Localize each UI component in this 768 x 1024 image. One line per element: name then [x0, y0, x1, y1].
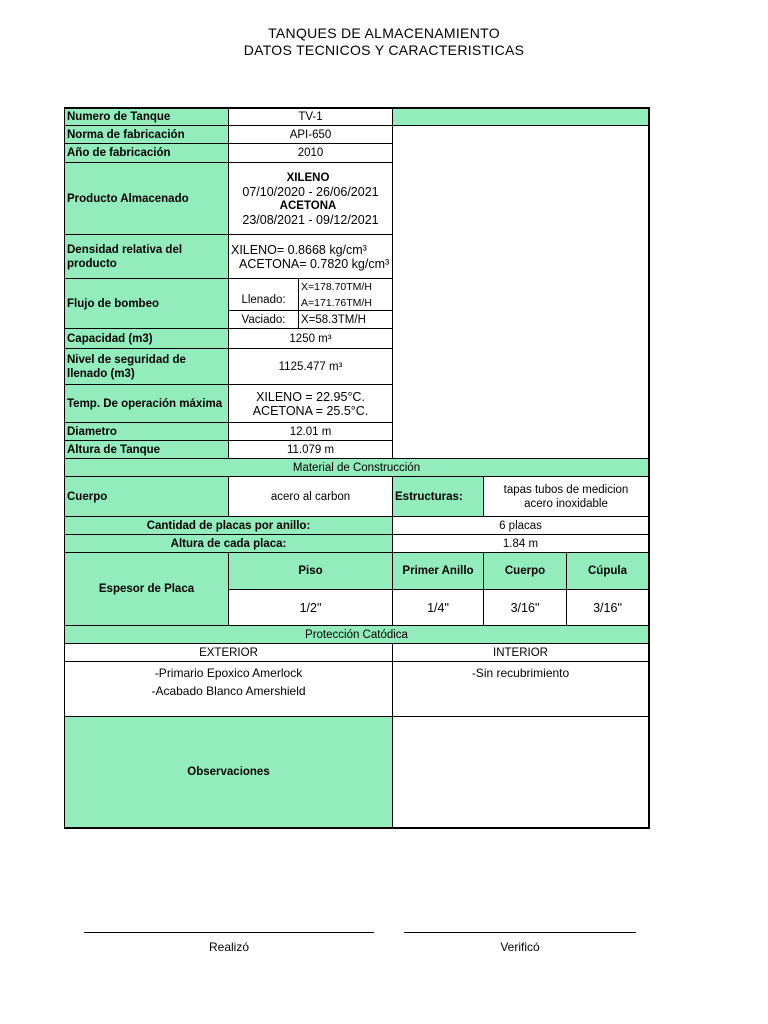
flujo-llenado-acetona: A=171.76TM/H [301, 296, 372, 309]
value-altura-placa: 1.84 m [393, 535, 649, 553]
value-cuerpo: acero al carbon [229, 477, 393, 517]
label-densidad: Densidad relativa del producto [64, 235, 229, 279]
label-flujo: Flujo de bombeo [64, 279, 229, 329]
label-estructuras: Estructuras: [393, 477, 484, 517]
value-altura: 11.079 m [229, 441, 393, 459]
value-numero-tanque: TV-1 [229, 108, 393, 126]
label-placas: Cantidad de placas por anillo: [64, 517, 393, 535]
value-producto [229, 163, 393, 235]
exterior-line-2: -Acabado Blanco Amershield [151, 684, 306, 698]
producto-line-4: 23/08/2021 - 09/12/2021 [242, 212, 379, 227]
value-estructuras: tapas tubos de medicion acero inoxidable [484, 477, 649, 517]
temp-line-1: XILENO = 22.95°C. [256, 389, 365, 404]
label-nivel: Nivel de seguridad de llenado (m3) [64, 349, 229, 385]
espesor-value-cupula: 3/16" [567, 590, 649, 626]
label-anio: Año de fabricación [64, 144, 229, 163]
value-capacidad: 1250 m³ [229, 329, 393, 349]
temp-line-2: ACETONA = 25.5°C. [252, 403, 369, 418]
espesor-value-cuerpo: 3/16" [484, 590, 567, 626]
espesor-header-primer-anillo: Primer Anillo [393, 553, 484, 590]
signature-label-verifico: Verificó [500, 940, 540, 954]
value-anio: 2010 [229, 144, 393, 163]
proteccion-interior-label: INTERIOR [393, 644, 649, 662]
densidad-line-1: XILENO= 0.8668 kg/cm³ [231, 242, 367, 257]
producto-line-1: XILENO [286, 171, 330, 184]
signature-line-realizo [84, 932, 374, 933]
value-norma: API-650 [229, 126, 393, 144]
espesor-header-piso: Piso [229, 553, 393, 590]
producto-line-2: 07/10/2020 - 26/06/2021 [242, 184, 379, 199]
flujo-vaciado-value: X=58.3TM/H [299, 311, 393, 329]
exterior-line-1: -Primario Epoxico Amerlock [154, 666, 303, 680]
label-capacidad: Capacidad (m3) [64, 329, 229, 349]
espesor-value-piso: 1/2" [229, 590, 393, 626]
espesor-header-cuerpo: Cuerpo [484, 553, 567, 590]
flujo-llenado-xileno: X=178.70TM/H [301, 280, 372, 293]
label-altura: Altura de Tanque [64, 441, 229, 459]
label-cuerpo: Cuerpo [64, 477, 229, 517]
flujo-llenado-label: Llenado: [229, 279, 299, 311]
label-norma: Norma de fabricación [64, 126, 229, 144]
proteccion-exterior-value [64, 662, 393, 717]
value-densidad [229, 235, 393, 279]
signature-label-realizo: Realizó [208, 940, 250, 954]
observaciones-value [393, 717, 649, 828]
label-altura-placa: Altura de cada placa: [64, 535, 393, 553]
proteccion-exterior-label: EXTERIOR [64, 644, 393, 662]
espesor-header-cupula: Cúpula [567, 553, 649, 590]
proteccion-header: Protección Catódica [64, 626, 649, 644]
flujo-vaciado-label: Vaciado: [229, 311, 299, 329]
document-subtitle: DATOS TECNICOS Y CARACTERISTICAS [243, 42, 525, 58]
label-numero-tanque: Numero de Tanque [64, 108, 229, 126]
producto-line-3: ACETONA [279, 199, 337, 212]
label-diametro: Diametro [64, 423, 229, 441]
label-producto: Producto Almacenado [64, 163, 229, 235]
document-title: TANQUES DE ALMACENAMIENTO [268, 25, 500, 41]
image-placeholder-cell [393, 126, 649, 459]
proteccion-interior-value [393, 662, 649, 717]
flujo-llenado-values [299, 279, 393, 311]
material-header: Material de Construcción [64, 459, 649, 477]
espesor-value-primer-anillo: 1/4" [393, 590, 484, 626]
label-temp: Temp. De operación máxima [64, 385, 229, 423]
value-temp [229, 385, 393, 423]
interior-line-1: -Sin recubrimiento [471, 666, 570, 680]
value-nivel: 1125.477 m³ [229, 349, 393, 385]
header-fill-cell [393, 108, 649, 126]
densidad-line-2: ACETONA= 0.7820 kg/cm³ [239, 256, 390, 271]
label-espesor: Espesor de Placa [64, 553, 229, 626]
signature-line-verifico [404, 932, 636, 933]
value-diametro: 12.01 m [229, 423, 393, 441]
observaciones-label: Observaciones [64, 717, 393, 828]
value-placas: 6 placas [393, 517, 649, 535]
